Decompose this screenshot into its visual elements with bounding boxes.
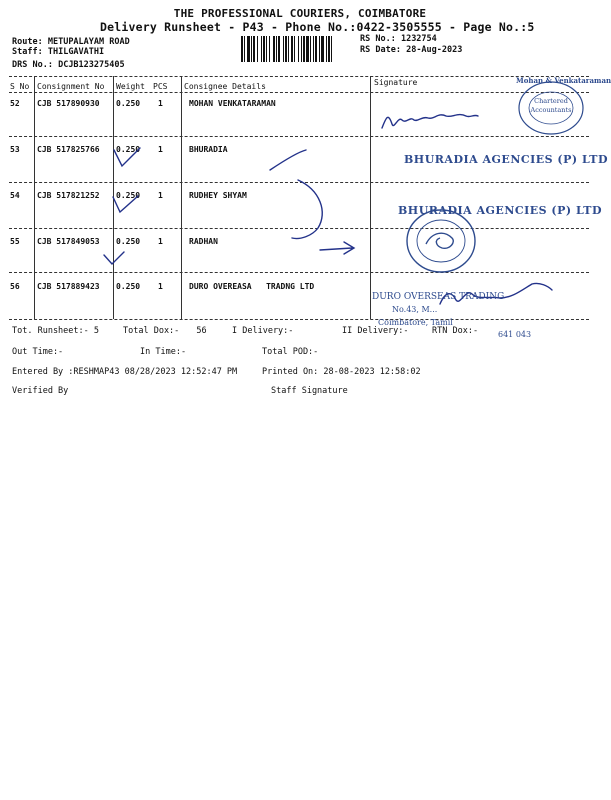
staff-label: Staff: [12,47,43,57]
ii-delivery: II Delivery:- [342,326,409,336]
runsheet-title: Delivery Runsheet - P43 - Phone No.:0422-3505555 - Page No.:5 [100,20,535,34]
header-pcs: PCS [153,82,168,91]
round-company-seal [404,208,478,274]
row-weight: 0.250 [116,237,141,246]
entered-by: Entered By :RESHMAP43 08/28/2023 12:52:47 PM [12,367,238,377]
header-consignee: Consignee Details [184,82,266,91]
bhuradia-stamp-2: BHURADIA AGENCIES (P) LTD [398,204,603,217]
rs-no-label: RS No.: [360,34,396,44]
stamp-ring-text: Mohan & Venkataraman [516,76,611,85]
row-consignment: CJB 517890930 [37,99,100,108]
row-sno: 54 [10,191,20,200]
header-signature: Signature [374,78,418,87]
header-sno: S No [10,82,30,91]
drs-value: DCJB123275405 [58,60,125,70]
duro-stamp-line1: DURO OVERSEAS TRADING [372,292,505,302]
stamp-chartered: Chartered [534,97,568,105]
route-label: Route: [12,37,43,47]
rs-date-label: RS Date: [360,45,401,55]
printed-on: Printed On: 28-08-2023 12:58:02 [262,367,421,377]
verified-by: Verified By [12,386,69,396]
bhuradia-stamp-1: BHURADIA AGENCIES (P) LTD [404,153,609,166]
rs-no-value: 1232754 [400,34,437,44]
drs-label: DRS No.: [12,60,53,70]
row-pcs: 1 [158,145,163,154]
row-consignment: CJB 517825766 [37,145,100,154]
row-pcs: 1 [158,237,163,246]
staff-signature: Staff Signature [271,386,348,396]
check-mark-row53-weight [114,148,140,166]
rs-date-value: 28-Aug-2023 [406,45,463,55]
brace-stroke-rows [292,180,322,239]
duro-stamp-line3: Coimbatore, Tamil [378,318,453,327]
header-weight: Weight [116,82,145,91]
row-consignee: RUDHEY SHYAM [189,191,247,200]
row-pcs: 1 [158,191,163,200]
row-sno: 53 [10,145,20,154]
row-weight: 0.250 [116,145,141,154]
chartered-accountants-stamp [516,76,611,136]
header-consignment: Consignment No [37,82,105,91]
staff-value: THILGAVATHI [47,47,105,57]
company-title: THE PROFESSIONAL COURIERS, COIMBATORE [173,7,427,20]
total-dox-label: Total Dox:- [123,326,180,336]
rtn-dox: RTN Dox:- [432,326,479,336]
row-pcs: 1 [158,282,163,291]
row-sno: 52 [10,99,20,108]
check-mark-row55-weight [104,252,124,264]
row-consignment: CJB 517821252 [37,191,100,200]
check-mark-row54-weight [113,196,138,212]
row-consignee: RADHAN [189,237,218,246]
total-dox [123,326,207,336]
in-time: In Time:- [140,347,187,357]
total-pod: Total POD:- [262,347,319,357]
stamp-accountants: Accountants [530,106,572,114]
row-consignment: CJB 517889423 [37,282,100,291]
row-weight: 0.250 [116,282,141,291]
pen-stroke-row53 [270,150,306,170]
i-delivery: I Delivery:- [232,326,294,336]
duro-stamp-line2: No.43, M... [392,305,438,314]
total-dox-value: 56 [196,326,207,336]
row-sno: 56 [10,282,20,291]
duro-stamp-line4: 641 043 [498,330,532,339]
row-weight: 0.250 [116,99,141,108]
route-value: METUPALAYAM ROAD [47,37,130,47]
tot-runsheet: Tot. Runsheet:- 5 [12,326,99,336]
row-consignee: DURO OVEREASA TRADNG LTD [189,282,315,291]
row-sno: 55 [10,237,20,246]
out-time: Out Time:- [12,347,64,357]
row-weight: 0.250 [116,191,141,200]
arrow-row55 [320,242,354,254]
row-pcs: 1 [158,99,163,108]
row-consignee: MOHAN VENKATARAMAN [189,99,276,108]
row-consignee: BHURADIA [189,145,228,154]
signature-scribble-row52 [382,115,478,128]
row-consignment: CJB 517849053 [37,237,100,246]
